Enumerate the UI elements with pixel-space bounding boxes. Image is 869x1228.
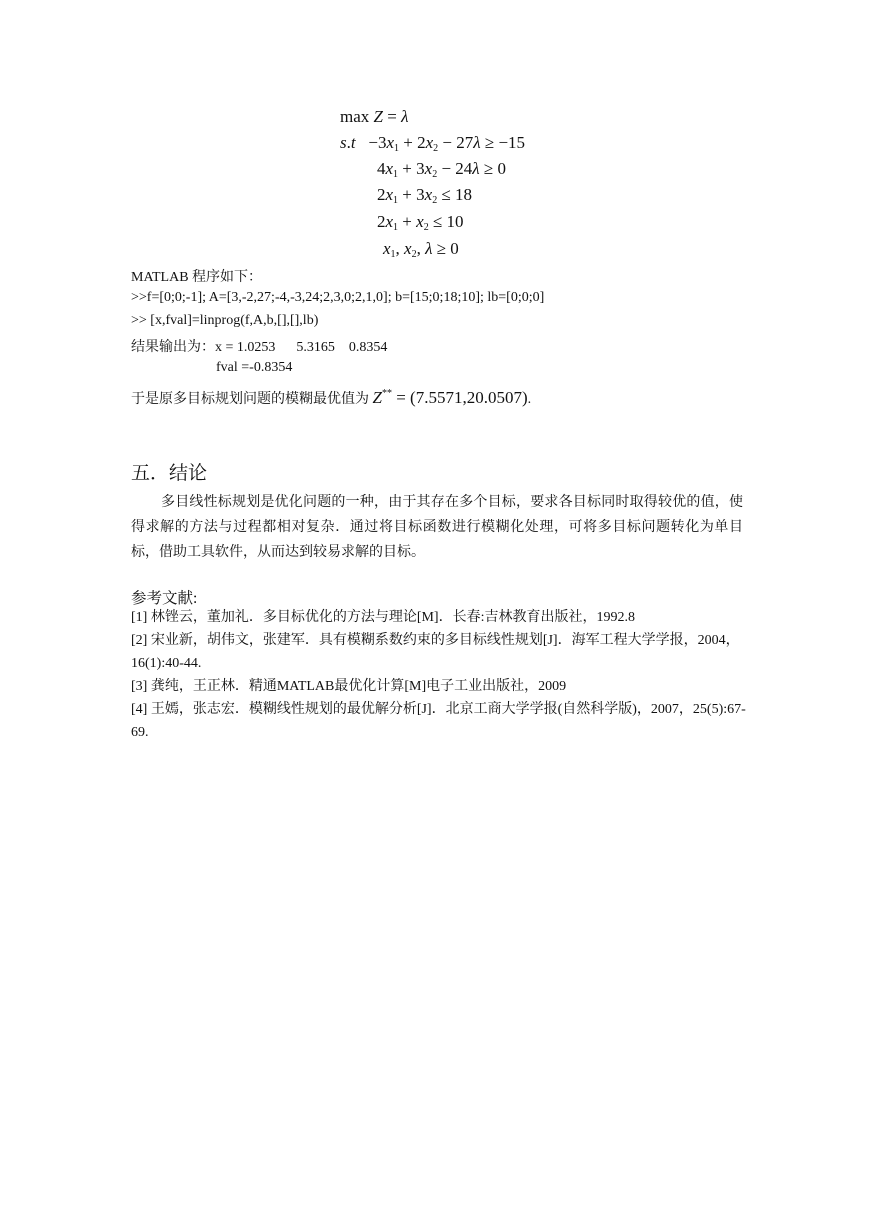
optimum-text: 于是原多目标规划问题的模糊最优值为 bbox=[131, 392, 369, 407]
reference-item-2: [2] 宋业新，胡伟文，张建军．具有模糊系数约束的多目标线性规划[J]．海军工程大学学报，2004，16(1):40-44. bbox=[131, 633, 740, 671]
references-title: 参考文献: bbox=[131, 590, 198, 607]
reference-item-1: [1] 林锉云，董加礼．多目标优化的方法与理论[M]．长春:吉林教育出版社，1992.8 bbox=[131, 610, 635, 625]
optimum-sentence bbox=[131, 388, 531, 408]
optimum-symbol: Z bbox=[372, 388, 382, 407]
optimum-formula bbox=[373, 388, 528, 407]
reference-item-3: [3] 龚纯，王正林．精通MATLAB最优化计算[M]电子工业出版社，2009 bbox=[131, 679, 567, 694]
constraint-line-5: $x_1$, $x_2$, λ ≥ 0 bbox=[383, 239, 459, 260]
matlab-code-line-1: >>f=[0;0;-1]; A=[3,-2,27;-4,-3,24;2,3,0;2,1,0]; b=[15;0;18;10]; lb=[0;0;0] bbox=[131, 290, 545, 305]
matlab-code-line-2: >> [x,fval]=linprog(f,A,b,[],[],lb) bbox=[131, 313, 319, 328]
reference-item-4: [4] 王嫣，张志宏．模糊线性规划的最优解分析[J]．北京工商大学学报(自然科学版)，2007，25(5):67-69. bbox=[131, 702, 746, 740]
matlab-intro: MATLAB 程序如下： bbox=[131, 270, 263, 285]
objective-line: max Z = λ bbox=[340, 107, 409, 126]
section-heading-conclusion: 五．结论 bbox=[131, 463, 208, 484]
optimum-end: . bbox=[527, 392, 532, 407]
constraint-line-1: $s.t -3x_1 + 2x_2 - 27\lambda \ge -15$ bbox=[340, 133, 526, 154]
optimum-value: = (7.5571,20.0507) bbox=[396, 388, 528, 407]
matlab-fval-line: fval =-0.8354 bbox=[216, 360, 293, 375]
result-x: x = 1.0253 5.3165 0.8354 bbox=[215, 340, 388, 355]
optimum-superscript: ** bbox=[381, 388, 392, 399]
constraint-line-4: $2x_1 + x_2 \le 10$ bbox=[377, 212, 464, 233]
matlab-result-line bbox=[131, 336, 387, 356]
constraint-line-2: $4x_1 + 3x_2 - 24\lambda \ge 0$ bbox=[377, 159, 506, 180]
result-label: 结果输出为： bbox=[131, 340, 215, 355]
conclusion-paragraph: 多目线性标规划是优化问题的一种，由于其存在多个目标，要求各目标同时取得较优的值，使得求解的方法与过程都相对复杂．通过将目标函数进行模糊化处理，可将多目标问题转化为单目标，借助工具软件，从而达到较易求解的目标。 bbox=[131, 495, 743, 560]
constraint-line-3: $2x_1 + 3x_2 \le 18$ bbox=[377, 185, 473, 206]
